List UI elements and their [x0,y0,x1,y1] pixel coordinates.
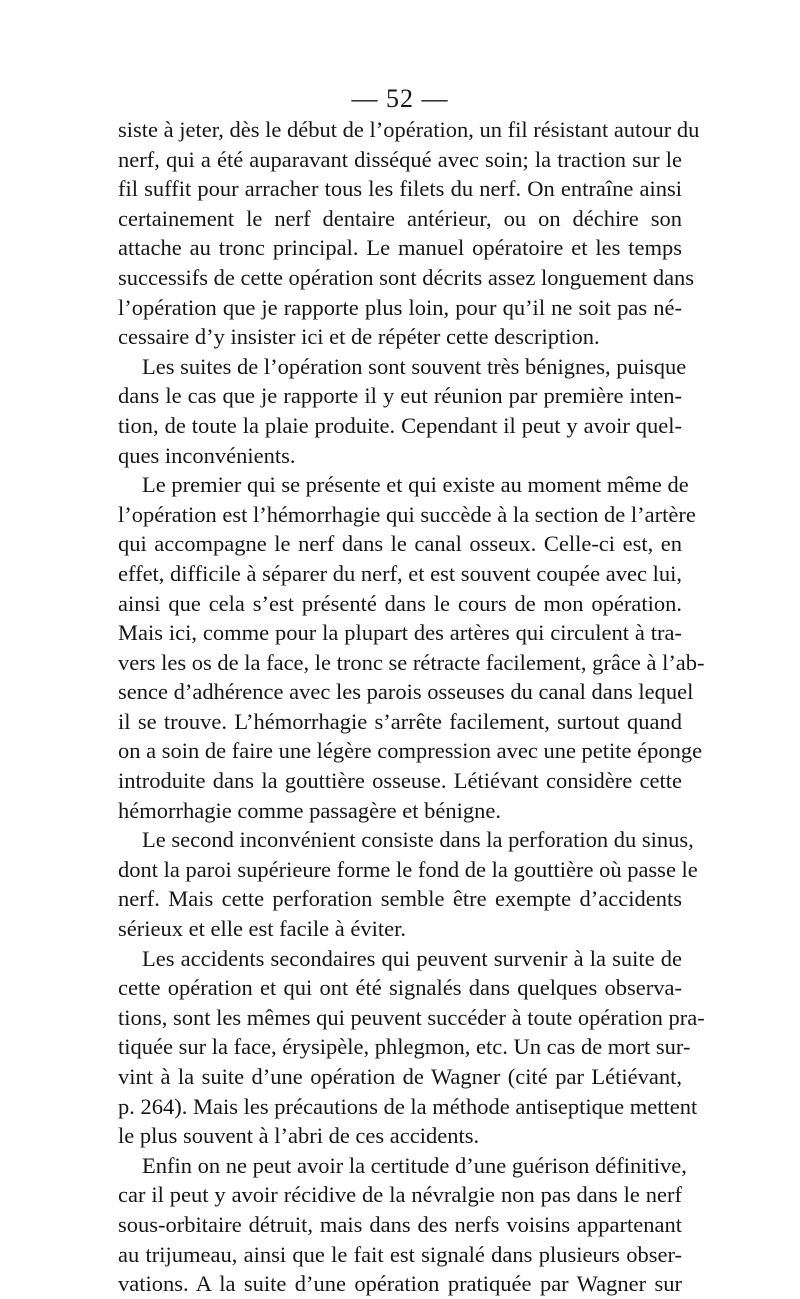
text-line: siste à jeter, dès le début de l’opération, un fil résistant autour du [118,117,700,142]
text-line: tiquée sur la face, érysipèle, phlegmon, etc. Un cas de mort sur- [118,1034,691,1060]
body-text [118,115,705,1299]
text-line: sence d’adhérence avec les parois osseuses du canal dans lequel [118,679,694,705]
text-line: sous-orbitaire détruit, mais dans des nerfs voisins appartenant [118,1211,682,1237]
text-line: fil suffit pour arracher tous les filets du nerf. On entraîne ainsi [118,176,682,202]
text-line: Enfin on ne peut avoir la certitude d’une guérison définitive, [142,1152,687,1178]
text-line: on a soin de faire une légère compression avec une petite éponge [118,738,703,764]
text-line: dont la paroi supérieure forme le fond de la gouttière où passe le [118,856,698,882]
text-line: Les accidents secondaires qui peuvent survenir à la suite de [142,945,682,971]
text-line: p. 264). Mais les précautions de la méthode antiseptique mettent [118,1093,698,1119]
text-line: nerf, qui a été auparavant disséqué avec soin; la traction sur le [118,146,682,172]
text-line: ques inconvénients. [118,442,296,468]
text-line: attache au tronc principal. Le manuel opératoire et les temps [118,235,682,261]
text-line: ainsi que cela s’est présenté dans le cours de mon opération. [118,590,682,616]
text-line: vint à la suite d’une opération de Wagner (cité par Létiévant, [118,1064,682,1089]
text-line: qui accompagne le nerf dans le canal osseux. Celle-ci est, en [118,531,682,557]
text-line: successifs de cette opération sont décrits assez longuement dans [118,264,695,290]
text-line: au trijumeau, ainsi que le fait est signalé dans plusieurs obser- [118,1241,682,1267]
text-line: tions, sont les mêmes qui peuvent succéder à toute opération pra- [118,1004,705,1030]
text-line: l’opération est l’hémorrhagie qui succède à la section de l’artère [118,501,696,527]
text-line: cette opération et qui ont été signalés dans quelques observa- [118,975,682,1001]
text-line: hémorrhagie comme passagère et bénigne. [118,797,501,823]
page-number: — 52 — [351,84,449,113]
text-line: Mais ici, comme pour la plupart des artères qui circulent à tra- [118,620,682,646]
text-line: effet, difficile à séparer du nerf, et est souvent coupée avec lui, [118,560,682,586]
text-line: nerf. Mais cette perforation semble être exempte d’accidents [118,886,682,912]
text-line: sérieux et elle est facile à éviter. [118,916,406,942]
text-line: car il peut y avoir récidive de la névralgie non pas dans le nerf [118,1182,682,1208]
text-line: certainement le nerf dentaire antérieur, ou on déchire son [118,205,682,231]
text-line: vations. A la suite d’une opération pratiquée par Wagner sur [118,1271,682,1297]
text-line: Le premier qui se présente et qui existe au moment même de [142,472,689,498]
text-line: l’opération que je rapporte plus loin, pour qu’il ne soit pas né- [118,294,682,320]
text-line: Le second inconvénient consiste dans la perforation du sinus, [142,827,694,853]
text-line: introduite dans la gouttière osseuse. Létiévant considère cette [118,768,682,794]
text-line: Les suites de l’opération sont souvent très bénignes, puisque [142,353,687,379]
text-line: vers les os de la face, le tronc se rétracte facilement, grâce à l’ab- [118,649,705,675]
text-line: il se trouve. L’hémorrhagie s’arrête facilement, surtout quand [118,708,682,734]
text-line: tion, de toute la plaie produite. Cependant il peut y avoir quel- [118,412,682,438]
text-line: le plus souvent à l’abri de ces accidents. [118,1123,480,1149]
text-line: cessaire d’y insister ici et de répéter cette description. [118,324,600,350]
text-line: dans le cas que je rapporte il y eut réunion par première inten- [118,383,682,409]
